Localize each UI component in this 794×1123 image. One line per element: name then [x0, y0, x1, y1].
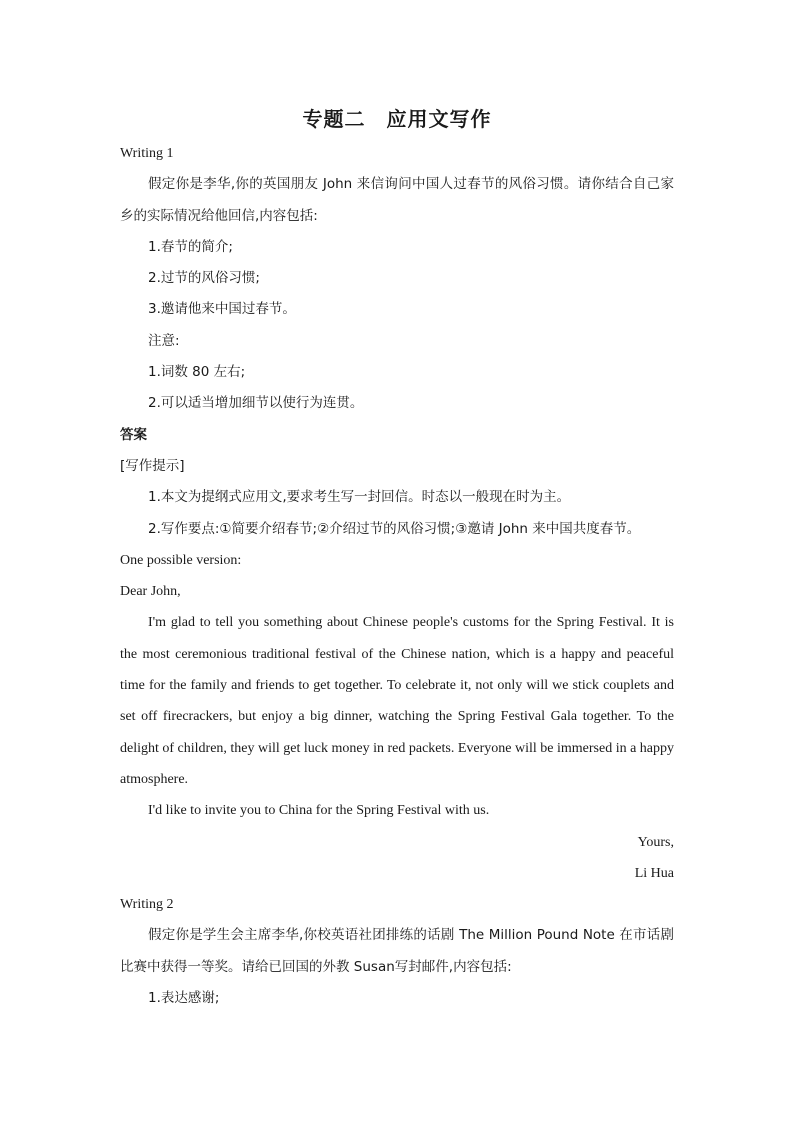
letter-greeting: Dear John, — [120, 584, 181, 600]
tip-item: 2.写作要点:①简要介绍春节;②介绍过节的风俗习惯;③邀请 John 来中国共度春节。 — [148, 520, 641, 537]
writing1-point: 1.春节的简介; — [148, 238, 233, 255]
letter-invite: I'd like to invite you to China for the Spring Festival with us. — [148, 803, 490, 819]
version-label: One possible version: — [120, 552, 242, 568]
letter-closing: Yours, — [637, 834, 674, 850]
writing1-heading: Writing 1 — [120, 146, 174, 161]
letter-signature: Li Hua — [634, 865, 674, 881]
writing1-point: 3.邀请他来中国过春节。 — [148, 301, 296, 318]
tips-label: [写作提示] — [120, 457, 185, 474]
page-title: 专题二 应用文写作 — [302, 107, 492, 131]
writing1-note: 1.词数 80 左右; — [148, 364, 246, 381]
writing1-note-label: 注意: — [148, 332, 180, 349]
answer-label: 答案 — [120, 426, 147, 443]
letter-body: I'm glad to tell you something about Chinese people's customs for the Spring Festival. It is the most ceremonious traditional festival of the Chinese nation, which is a happy and peaceful time for the family and friends to get together. To celebrate it, not only will we stick couplets and set off firecrackers, but enjoy a big dinner, watching the Spring Festival Gala together. To the delight of children, they will get luck money in red packets. Everyone will be immersed in a happy atmosphere. — [120, 615, 675, 787]
writing2-point: 1.表达感谢; — [148, 990, 220, 1007]
document-page — [120, 100, 674, 1014]
writing2-heading: Writing 2 — [120, 897, 174, 913]
writing2-prompt: 假定你是学生会主席李华,你校英语社团排练的话剧 The Million Pound Note 在市话剧比赛中获得一等奖。请给已回国的外教 Susan写封邮件,内容包括: — [120, 927, 674, 975]
writing1-prompt: 假定你是李华,你的英国朋友 John 来信询问中国人过春节的风俗习惯。请你结合自己家乡的实际情况给他回信,内容包括: — [120, 176, 674, 224]
writing1-note: 2.可以适当增加细节以使行为连贯。 — [148, 395, 364, 412]
tip-item: 1.本文为提纲式应用文,要求考生写一封回信。时态以一般现在时为主。 — [148, 489, 571, 506]
writing1-point: 2.过节的风俗习惯; — [148, 270, 260, 287]
